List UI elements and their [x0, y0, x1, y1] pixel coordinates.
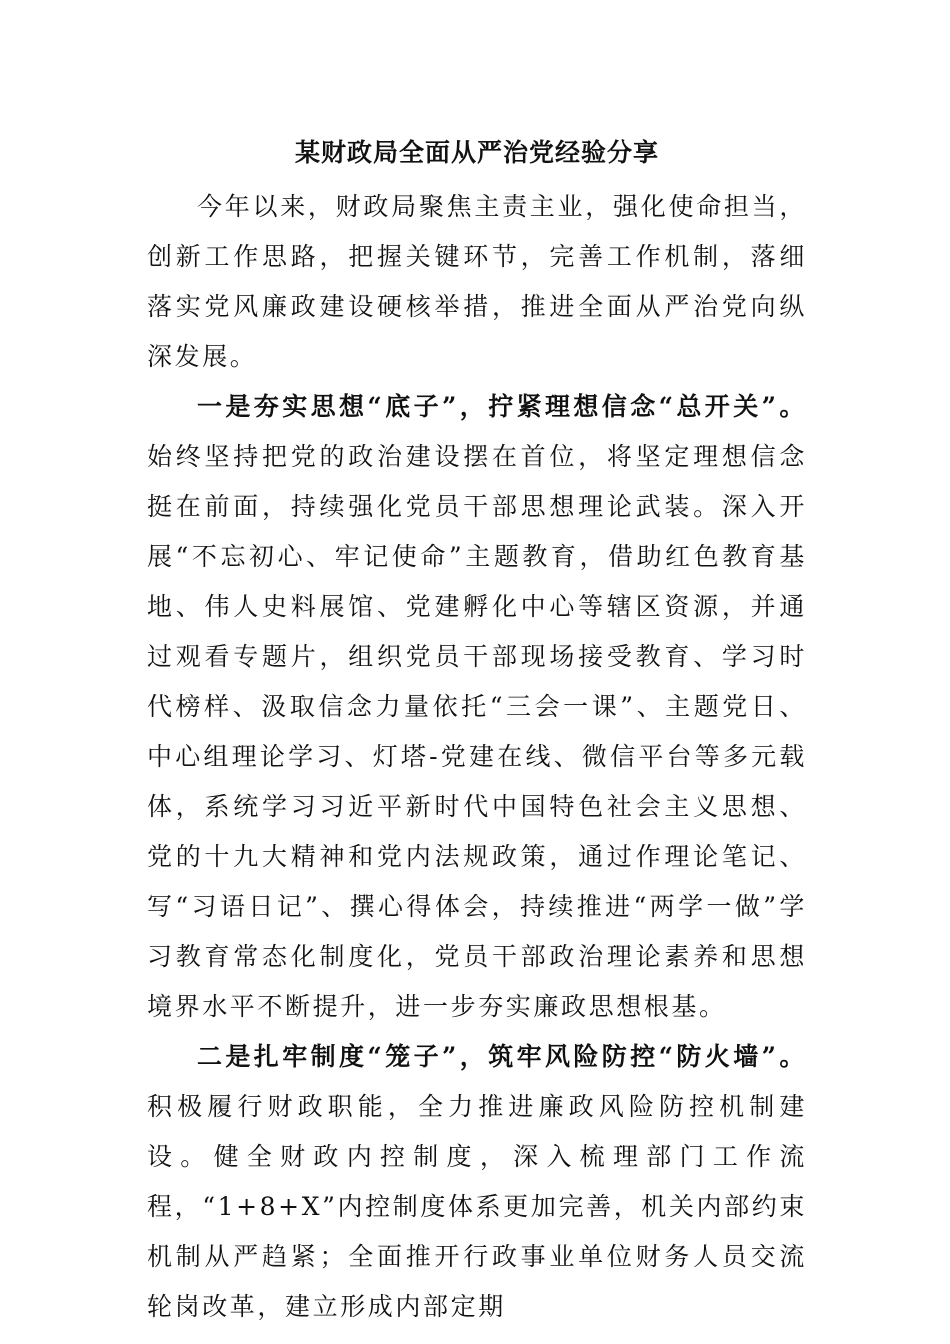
document-title: 某财政局全面从严治党经验分享	[294, 138, 659, 167]
section-lead-1: 一是夯实思想“底子”，拧紧理想信念“总开关”。	[197, 392, 807, 421]
intro-paragraph: 今年以来，财政局聚焦主责主业，强化使命担当，创新工作思路，把握关键环节，完善工作机制，落细落实党风廉政建设硬核举措，推进全面从严治党向纵深发展。	[147, 192, 807, 371]
section-paragraph-2	[147, 1032, 807, 1332]
section-lead-2: 二是扎牢制度“笼子”，筑牢风险防控“防火墙”。	[197, 1042, 807, 1071]
section-paragraph-1	[147, 382, 807, 1032]
section-body-1: 始终坚持把党的政治建设摆在首位，将坚定理想信念挺在前面，持续强化党员干部思想理论武装。深入开展“不忘初心、牢记使命”主题教育，借助红色教育基地、伟人史料展馆、党建孵化中心等辖区资源，并通过观看专题片，组织党员干部现场接受教育、学习时代榜样、汲取信念力量依托“三会一课”、主题党日、中心组理论学习、灯塔-党建在线、微信平台等多元载体，系统学习习近平新时代中国特色社会主义思想、党的十九大精神和党内法规政策，通过作理论笔记、写“习语日记”、撰心得体会，持续推进“两学一做”学习教育常态化制度化，党员干部政治理论素养和思想境界水平不断提升，进一步夯实廉政思想根基。	[147, 442, 807, 1021]
document-page	[147, 128, 807, 1332]
section-body-2: 积极履行财政职能，全力推进廉政风险防控机制建设。健全财政内控制度，深入梳理部门工作流程，“1+8+X”内控制度体系更加完善，机关内部约束机制从严趋紧；全面推开行政事业单位财务人员交流轮岗改革，建立形成内部定期	[147, 1092, 807, 1321]
